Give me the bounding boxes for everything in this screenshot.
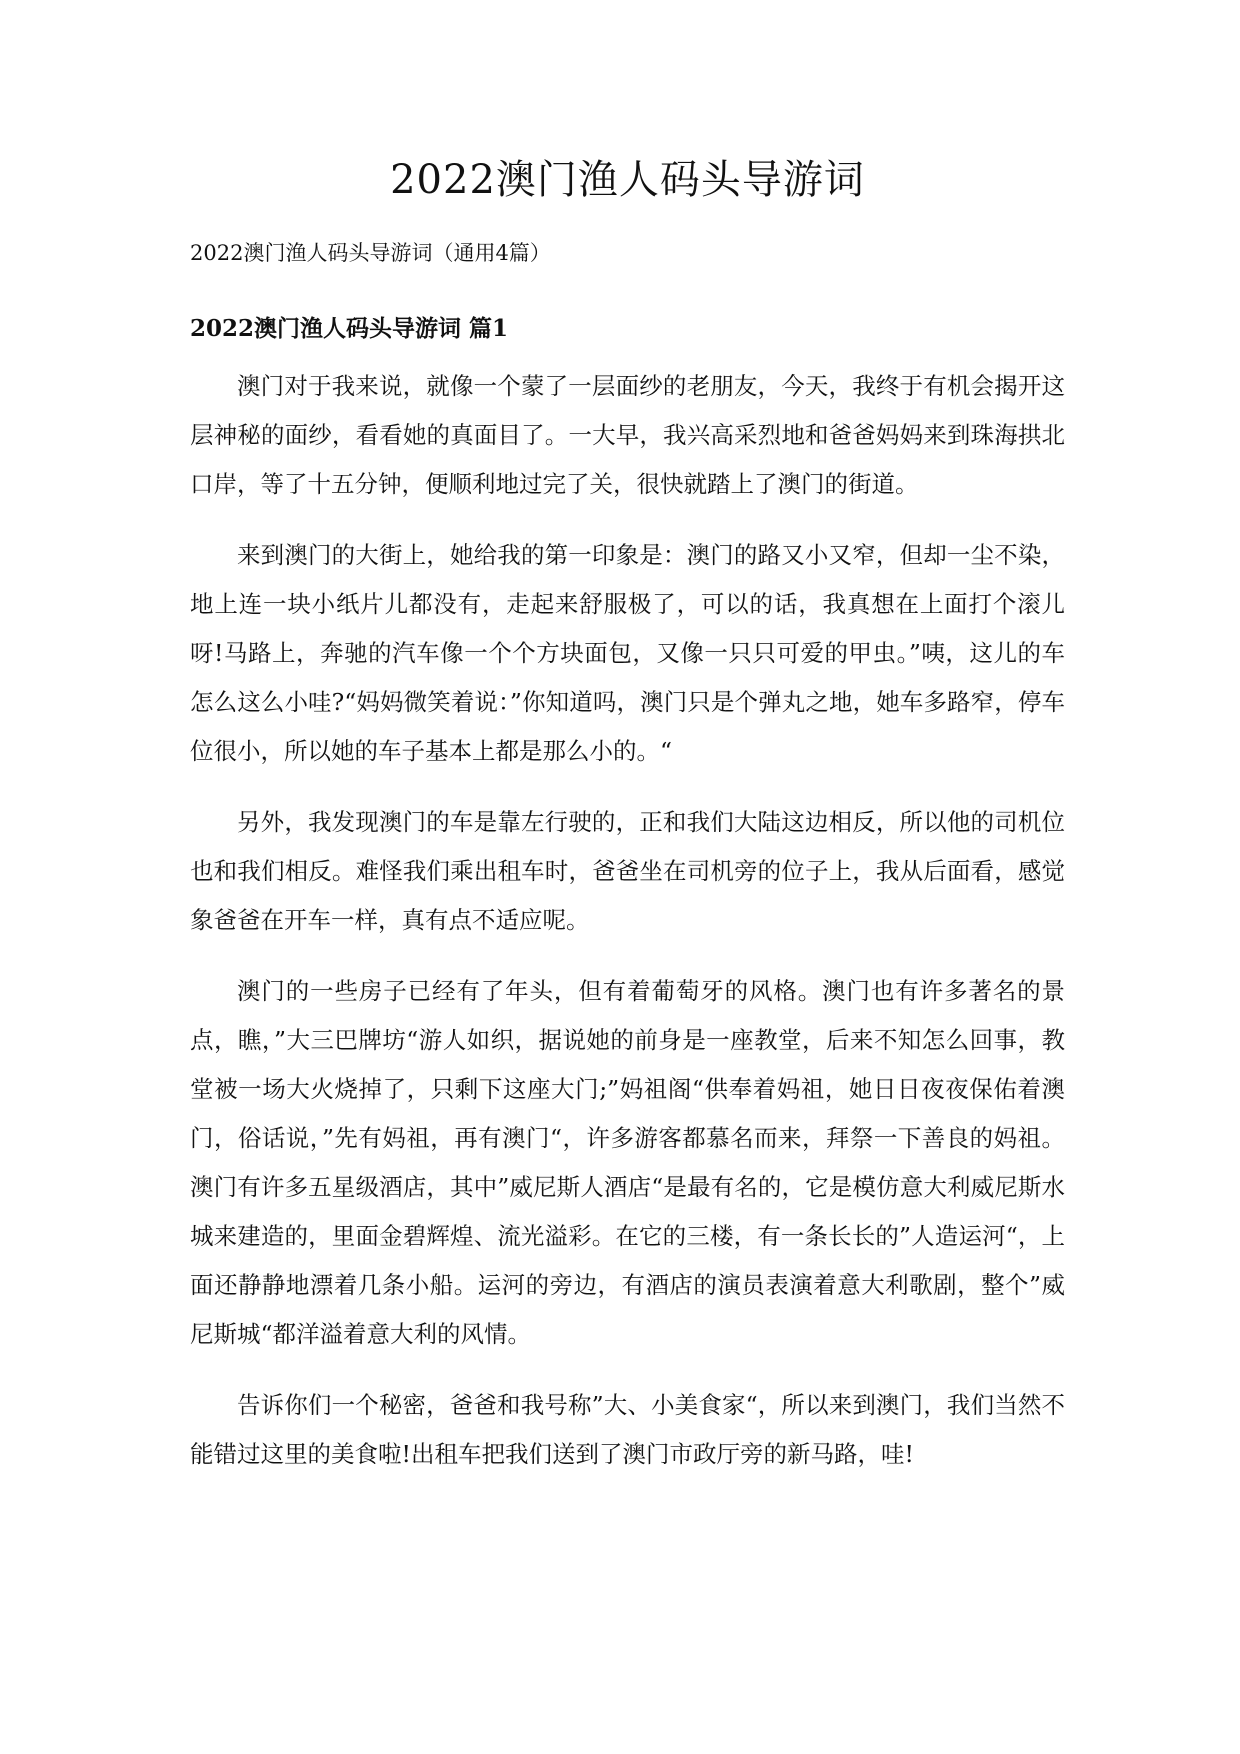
- paragraph-5: 告诉你们一个秘密，爸爸和我号称”大、小美食家“，所以来到澳门，我们当然不能错过这里的美食啦!出租车把我们送到了澳门市政厅旁的新马路，哇!: [190, 1391, 1065, 1468]
- paragraph-2: 来到澳门的大街上，她给我的第一印象是：澳门的路又小又窄，但却一尘不染，地上连一块小纸片儿都没有，走起来舒服极了，可以的话，我真想在上面打个滚儿呀!马路上，奔驰的汽车像一个个方块面包，又像一只只可爱的甲虫。”咦，这儿的车怎么这么小哇?“妈妈微笑着说：”你知道吗，澳门只是个弹丸之地，她车多路窄，停车位很小，所以她的车子基本上都是那么小的。“: [190, 541, 1065, 765]
- paragraph-3: 另外，我发现澳门的车是靠左行驶的，正和我们大陆这边相反，所以他的司机位也和我们相反。难怪我们乘出租车时，爸爸坐在司机旁的位子上，我从后面看，感觉象爸爸在开车一样，真有点不适应呢。: [190, 808, 1065, 934]
- paragraph-1: 澳门对于我来说，就像一个蒙了一层面纱的老朋友，今天，我终于有机会揭开这层神秘的面纱，看看她的真面目了。一大早，我兴高采烈地和爸爸妈妈来到珠海拱北口岸，等了十五分钟，便顺利地过完了关，很快就踏上了澳门的街道。: [190, 372, 1065, 498]
- document-subtitle: 2022澳门渔人码头导游词（通用4篇）: [190, 241, 551, 265]
- document-body: [190, 362, 1065, 1479]
- document-page: [190, 150, 1065, 1501]
- paragraph-4: 澳门的一些房子已经有了年头，但有着葡萄牙的风格。澳门也有许多著名的景点，瞧，”大三巴牌坊“游人如织，据说她的前身是一座教堂，后来不知怎么回事，教堂被一场大火烧掉了，只剩下这座大门;”妈祖阁“供奉着妈祖，她日日夜夜保佑着澳门，俗话说，”先有妈祖，再有澳门“，许多游客都慕名而来，拜祭一下善良的妈祖。澳门有许多五星级酒店，其中”威尼斯人酒店“是最有名的，它是模仿意大利威尼斯水城来建造的，里面金碧辉煌、流光溢彩。在它的三楼，有一条长长的”人造运河“，上面还静静地漂着几条小船。运河的旁边，有酒店的演员表演着意大利歌剧，整个”威尼斯城“都洋溢着意大利的风情。: [190, 977, 1065, 1348]
- document-title: 2022澳门渔人码头导游词: [390, 157, 865, 203]
- section-heading: 2022澳门渔人码头导游词 篇1: [190, 315, 509, 342]
